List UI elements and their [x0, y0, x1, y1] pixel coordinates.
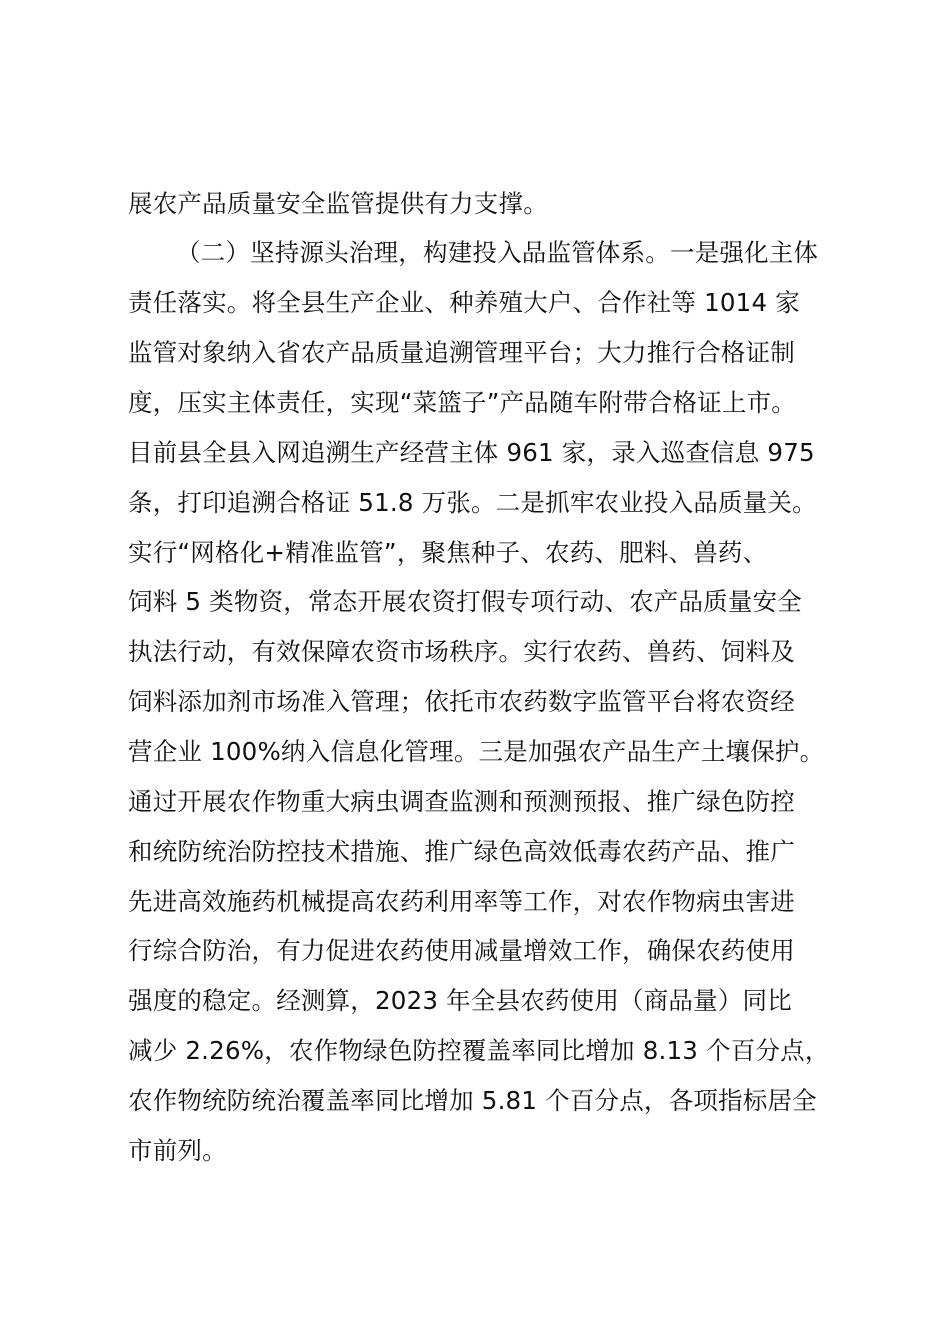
text-line: 目前县全县入网追溯生产经营主体 961 家，录入巡查信息 975 — [128, 438, 815, 467]
text-line: 责任落实。将全县生产企业、种养殖大户、合作社等 1014 家 — [128, 288, 800, 317]
text-line: 饲料添加剂市场准入管理；依托市农药数字监管平台将农资经 — [128, 687, 795, 716]
section-heading-line: （二）坚持源头治理，构建投入品监管体系。一是强化主体 — [176, 238, 819, 267]
text-line: 先进高效施药机械提高农药利用率等工作，对农作物病虫害进 — [128, 887, 795, 916]
text-line: 监管对象纳入省农产品质量追溯管理平台；大力推行合格证制 — [128, 338, 795, 367]
text-line: 通过开展农作物重大病虫调查监测和预测预报、推广绿色防控 — [128, 787, 795, 816]
text-line: 展农产品质量安全监管提供有力支撑。 — [128, 189, 548, 218]
text-line: 市前列。 — [128, 1136, 227, 1165]
text-line: 条，打印追溯合格证 51.8 万张。二是抓牢农业投入品质量关。 — [128, 488, 817, 517]
text-line: 执法行动，有效保障农资市场秩序。实行农药、兽药、饲料及 — [128, 637, 795, 666]
text-line: 减少 2.26%，农作物绿色防控覆盖率同比增加 8.13 个百分点， — [128, 1036, 830, 1065]
text-line: 农作物统防统治覆盖率同比增加 5.81 个百分点，各项指标居全 — [128, 1086, 817, 1115]
text-line: 饲料 5 类物资，常态开展农资打假专项行动、农产品质量安全 — [128, 587, 802, 616]
text-line: 实行“网格化+精准监管”，聚焦种子、农药、肥料、兽药、 — [128, 538, 768, 567]
text-line: 强度的稳定。经测算，2023 年全县农药使用（商品量）同比 — [128, 986, 792, 1015]
text-line: 度，压实主体责任，实现“菜篮子”产品随车附带合格证上市。 — [128, 388, 796, 417]
text-line: 营企业 100%纳入信息化管理。三是加强农产品生产土壤保护。 — [128, 737, 825, 766]
text-line: 行综合防治，有力促进农药使用减量增效工作，确保农药使用 — [128, 936, 795, 965]
text-line: 和统防统治防控技术措施、推广绿色高效低毒农药产品、推广 — [128, 837, 795, 866]
